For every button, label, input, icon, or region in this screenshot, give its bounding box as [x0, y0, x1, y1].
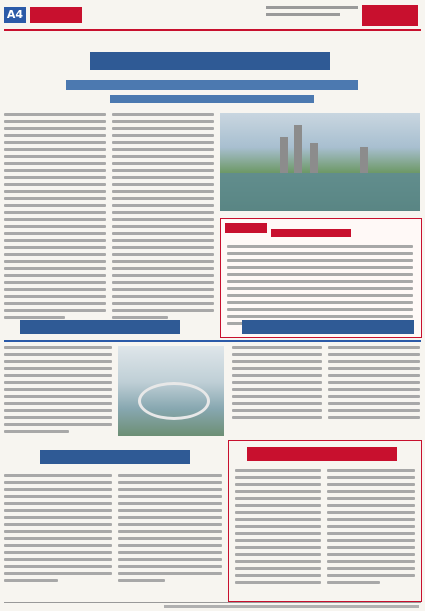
text-line [232, 360, 322, 363]
text-line [4, 309, 106, 312]
text-line [4, 551, 112, 554]
text-line [4, 409, 112, 412]
text-line [112, 162, 214, 165]
story-headline-block [40, 450, 190, 464]
building-shape [294, 125, 302, 173]
text-line [327, 476, 415, 479]
text-line [4, 381, 112, 384]
text-line [327, 490, 415, 493]
text-line [4, 388, 112, 391]
text-line [4, 537, 112, 540]
text-line [232, 381, 322, 384]
text-line [235, 574, 321, 577]
text-line [4, 558, 112, 561]
article-column [235, 469, 321, 588]
text-line [4, 260, 106, 263]
text-line [4, 176, 106, 179]
masthead-logo [362, 5, 418, 26]
text-line [327, 497, 415, 500]
text-line [4, 423, 112, 426]
text-line [4, 530, 112, 533]
text-line [112, 204, 214, 207]
text-line [118, 509, 222, 512]
text-line [227, 294, 413, 297]
text-line [118, 558, 222, 561]
story-headline-block [242, 320, 414, 334]
text-line [235, 581, 321, 584]
text-line [235, 567, 321, 570]
text-line [112, 141, 214, 144]
text-line [227, 280, 413, 283]
text-line [4, 162, 106, 165]
page-footer [4, 602, 421, 608]
article-column [328, 346, 420, 423]
text-line [118, 488, 222, 491]
text-line [327, 539, 415, 542]
text-line [118, 565, 222, 568]
text-line [235, 490, 321, 493]
text-line [112, 120, 214, 123]
text-line [4, 155, 106, 158]
text-line [328, 409, 420, 412]
text-line [328, 416, 420, 419]
text-line [328, 381, 420, 384]
text-line [328, 353, 420, 356]
page-header [4, 3, 421, 31]
commentary-text [227, 245, 413, 329]
text-line [112, 267, 214, 270]
text-line [112, 253, 214, 256]
text-line [112, 239, 214, 242]
text-line [4, 509, 112, 512]
text-line [112, 316, 168, 319]
building-shape [280, 137, 288, 173]
issue-date-line [266, 6, 358, 9]
text-line [4, 495, 112, 498]
building-shape [310, 143, 318, 173]
text-line [232, 402, 322, 405]
text-line [327, 574, 415, 577]
lake-water [220, 173, 420, 211]
text-line [235, 546, 321, 549]
text-line [327, 581, 380, 584]
text-line [227, 315, 413, 318]
text-line [235, 532, 321, 535]
bridge-photo [118, 346, 224, 436]
text-line [328, 367, 420, 370]
text-line [118, 495, 222, 498]
text-line [112, 302, 214, 305]
text-line [4, 120, 106, 123]
text-line [112, 295, 214, 298]
text-line [112, 169, 214, 172]
text-line [118, 579, 165, 582]
article-column [4, 113, 106, 323]
text-line [235, 511, 321, 514]
text-line [328, 374, 420, 377]
text-line [4, 481, 112, 484]
text-line [112, 260, 214, 263]
text-line [4, 134, 106, 137]
text-line [4, 544, 112, 547]
article-column [4, 474, 112, 586]
text-line [327, 532, 415, 535]
text-line [227, 273, 413, 276]
text-line [327, 560, 415, 563]
text-line [4, 523, 112, 526]
lake-skyline-photo [220, 113, 420, 211]
text-line [227, 308, 413, 311]
text-line [112, 176, 214, 179]
text-line [227, 245, 413, 248]
subheadline-block [66, 80, 358, 90]
text-line [4, 239, 106, 242]
text-line [4, 430, 69, 433]
issue-date-line [266, 13, 340, 16]
bridge-shape [138, 382, 210, 420]
text-line [4, 274, 106, 277]
text-line [4, 395, 112, 398]
text-line [235, 483, 321, 486]
text-line [4, 225, 106, 228]
text-line [112, 274, 214, 277]
text-line [112, 190, 214, 193]
text-line [4, 516, 112, 519]
text-line [327, 483, 415, 486]
text-line [327, 553, 415, 556]
text-line [4, 246, 106, 249]
building-shape [360, 147, 368, 173]
text-line [112, 113, 214, 116]
text-line [227, 266, 413, 269]
subheadline-block [110, 95, 314, 103]
text-line [4, 267, 106, 270]
main-headline-block [90, 52, 330, 70]
text-line [118, 544, 222, 547]
text-line [112, 211, 214, 214]
text-line [327, 511, 415, 514]
text-line [232, 395, 322, 398]
text-line [118, 572, 222, 575]
text-line [227, 287, 413, 290]
text-line [4, 113, 106, 116]
article-column [112, 113, 214, 323]
text-line [227, 259, 413, 262]
text-line [327, 504, 415, 507]
text-line [328, 360, 420, 363]
text-line [4, 211, 106, 214]
text-line [232, 374, 322, 377]
section-label-block [30, 7, 82, 23]
text-line [4, 197, 106, 200]
text-line [4, 281, 106, 284]
text-line [4, 488, 112, 491]
text-line [235, 518, 321, 521]
text-line [328, 402, 420, 405]
text-line [4, 346, 112, 349]
text-line [327, 567, 415, 570]
text-line [235, 525, 321, 528]
text-line [4, 183, 106, 186]
commentary-title-block [271, 229, 351, 237]
text-line [4, 190, 106, 193]
text-line [118, 537, 222, 540]
text-line [232, 388, 322, 391]
text-line [235, 553, 321, 556]
article-column [327, 469, 415, 588]
text-line [232, 367, 322, 370]
footer-line [164, 605, 419, 608]
text-line [118, 551, 222, 554]
text-line [4, 502, 112, 505]
text-line [4, 416, 112, 419]
text-line [4, 302, 106, 305]
text-line [227, 252, 413, 255]
text-line [112, 309, 214, 312]
text-line [118, 516, 222, 519]
text-line [4, 374, 112, 377]
text-line [4, 295, 106, 298]
text-line [4, 288, 106, 291]
text-line [112, 197, 214, 200]
text-line [4, 148, 106, 151]
text-line [118, 523, 222, 526]
text-line [112, 225, 214, 228]
story-headline-block [247, 447, 397, 461]
article-column [118, 474, 222, 586]
text-line [4, 402, 112, 405]
text-line [4, 565, 112, 568]
text-line [328, 346, 420, 349]
text-line [4, 218, 106, 221]
text-line [327, 546, 415, 549]
text-line [112, 232, 214, 235]
text-line [235, 560, 321, 563]
text-line [4, 169, 106, 172]
commentary-tag [225, 223, 267, 233]
boxed-story [228, 440, 422, 602]
text-line [112, 127, 214, 130]
text-line [235, 497, 321, 500]
article-column [4, 346, 112, 437]
text-line [118, 474, 222, 477]
text-line [112, 134, 214, 137]
text-line [112, 281, 214, 284]
text-line [4, 360, 112, 363]
text-line [235, 539, 321, 542]
text-line [232, 409, 322, 412]
section-divider [4, 340, 421, 342]
text-line [118, 502, 222, 505]
text-line [4, 127, 106, 130]
text-line [4, 353, 112, 356]
text-line [227, 301, 413, 304]
text-line [4, 253, 106, 256]
text-line [4, 367, 112, 370]
text-line [4, 572, 112, 575]
text-line [235, 476, 321, 479]
article-column [232, 346, 322, 423]
text-line [112, 148, 214, 151]
text-line [327, 518, 415, 521]
story-headline-block [20, 320, 180, 334]
page-number: A4 [4, 7, 26, 23]
text-line [118, 530, 222, 533]
text-line [232, 353, 322, 356]
issue-date-block [266, 6, 358, 26]
text-line [327, 469, 415, 472]
text-line [232, 346, 322, 349]
text-line [235, 504, 321, 507]
text-line [112, 155, 214, 158]
text-line [112, 218, 214, 221]
text-line [4, 474, 112, 477]
text-line [4, 141, 106, 144]
text-line [4, 204, 106, 207]
text-line [328, 395, 420, 398]
text-line [328, 388, 420, 391]
text-line [327, 525, 415, 528]
text-line [235, 469, 321, 472]
text-line [112, 288, 214, 291]
text-line [232, 416, 322, 419]
text-line [112, 183, 214, 186]
text-line [4, 579, 58, 582]
text-line [118, 481, 222, 484]
text-line [112, 246, 214, 249]
text-line [4, 316, 65, 319]
text-line [4, 232, 106, 235]
